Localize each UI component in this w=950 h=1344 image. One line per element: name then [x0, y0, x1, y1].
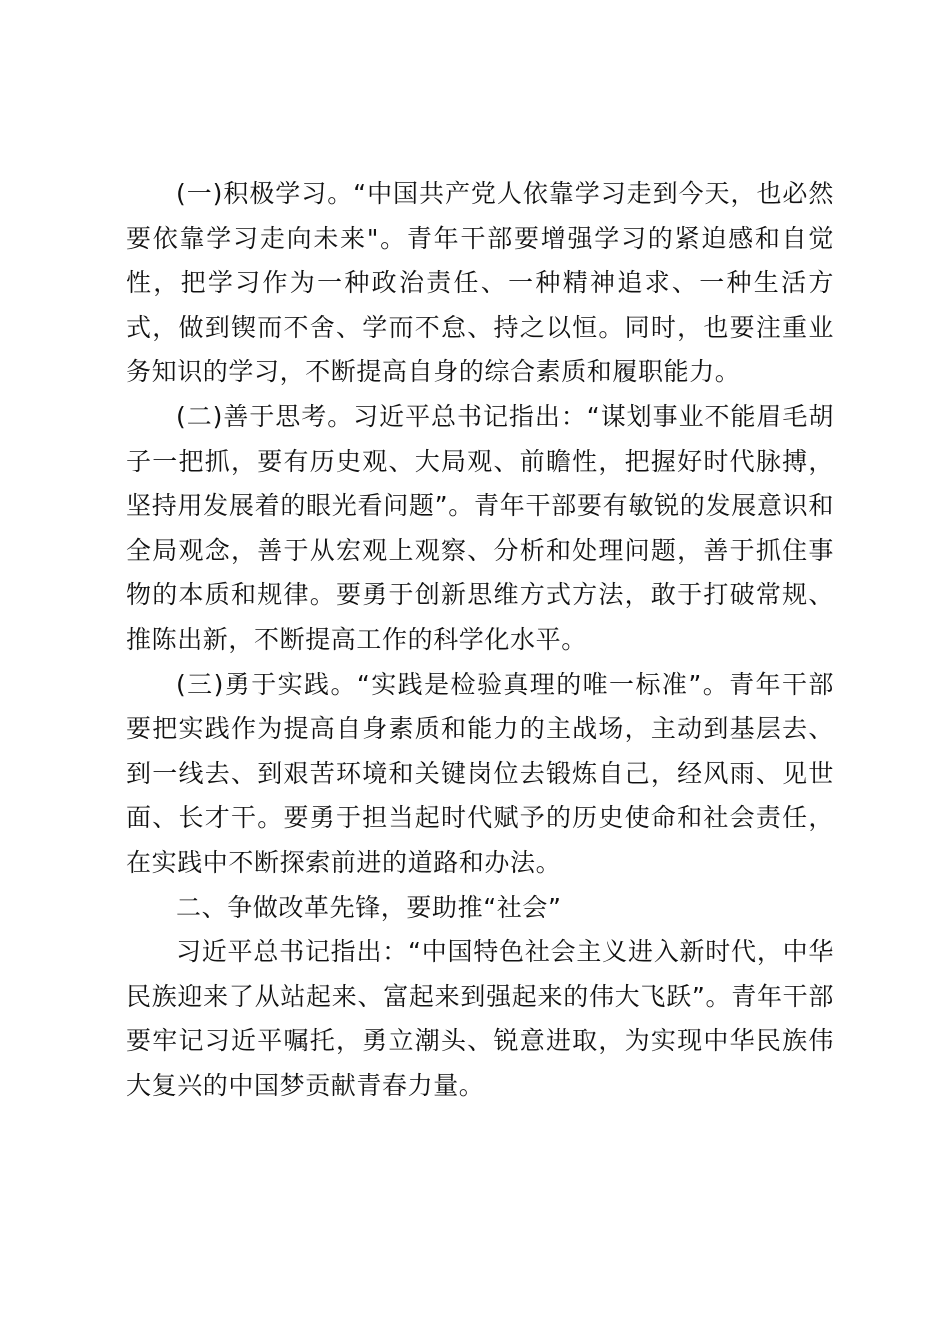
section-heading: 二、争做改革先锋，要助推“社会” — [176, 892, 562, 922]
paragraph-active-learning: (一)积极学习。“中国共产党人依靠学习走到今天，也必然要依靠学习走向未来"。青年干部要增强学习的紧迫感和自觉性，把学习作为一种政治责任、一种精神追求、一种生活方式，做到锲而不舍、学而不怠、持之以恒。同时，也要注重业务知识的学习，不断提高自身的综合素质和履职能力。 — [126, 179, 834, 387]
paragraph-brave-practice: (三)勇于实践。“实践是检验真理的唯一标准”。青年干部要把实践作为提高自身素质和能力的主战场，主动到基层去、到一线去、到艰苦环境和关键岗位去锻炼自己，经风雨、见世面、长才干。要勇于担当起时代赋予的历史使命和社会责任，在实践中不断探索前进的道路和办法。 — [126, 669, 834, 877]
document-body — [126, 172, 834, 1108]
paragraph-new-era: 习近平总书记指出：“中国特色社会主义进入新时代，中华民族迎来了从站起来、富起来到强起来的伟大飞跃”。青年干部要牢记习近平嘱托，勇立潮头、锐意进取，为实现中华民族伟大复兴的中国梦贡献青春力量。 — [126, 937, 834, 1100]
paragraph-good-thinking: (二)善于思考。习近平总书记指出：“谋划事业不能眉毛胡子一把抓，要有历史观、大局观、前瞻性，把握好时代脉搏，坚持用发展着的眼光看问题”。青年干部要有敏锐的发展意识和全局观念，善于从宏观上观察、分析和处理问题，善于抓住事物的本质和规律。要勇于创新思维方式方法，敢于打破常规、推陈出新，不断提高工作的科学化水平。 — [126, 401, 834, 654]
